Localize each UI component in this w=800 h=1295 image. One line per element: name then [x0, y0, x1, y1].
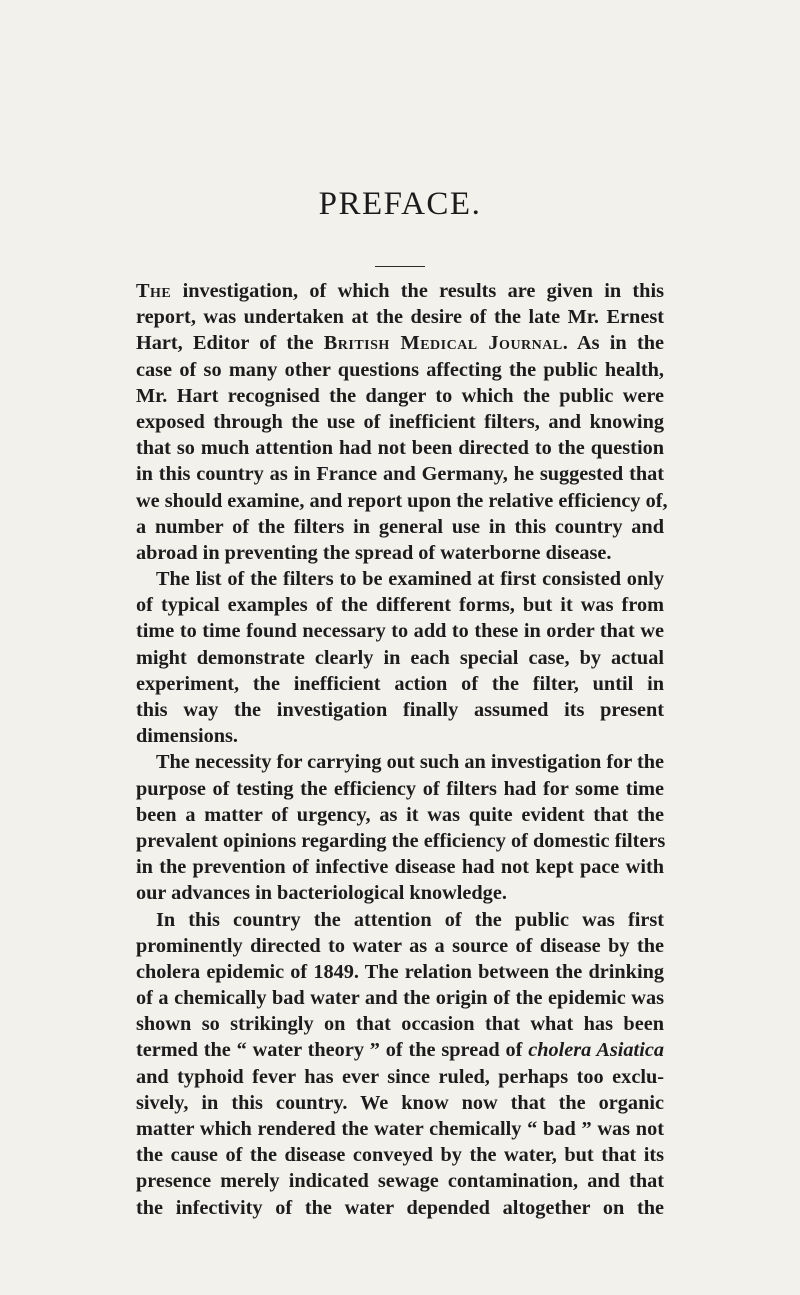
text-line: [136, 304, 664, 330]
line-text: in this country as in France and Germany, he suggested that: [136, 463, 664, 486]
line-text: matter which rendered the water chemically “ bad ” was not: [136, 1118, 664, 1140]
text-line: [136, 671, 664, 697]
small-caps-text: The: [136, 280, 172, 302]
line-text: that so much attention had not been directed to the question: [136, 437, 664, 460]
line-text: investigation, of which the results are given in this: [171, 280, 664, 302]
text-line: [136, 592, 664, 618]
line-text: in the prevention of infective disease had not kept pace with: [136, 856, 664, 879]
line-text: In this country the attention of the public was first: [156, 908, 664, 931]
text-line: [136, 645, 664, 671]
text-line: [136, 907, 664, 933]
line-text: abroad in preventing the spread of waterborne disease.: [136, 541, 612, 564]
italic-text: cholera Asiatica: [528, 1039, 664, 1062]
line-text: termed the “ water theory ” of the spread of: [136, 1039, 529, 1062]
small-caps-text: British Medical Journal: [323, 332, 563, 355]
text-line: [136, 1142, 664, 1168]
line-text: dimensions.: [136, 725, 239, 748]
text-line: [136, 566, 664, 592]
line-text: presence merely indicated sewage contamination, and that: [136, 1170, 664, 1193]
text-line: [136, 723, 664, 749]
text-line: [136, 1064, 664, 1090]
text-line: [136, 514, 664, 540]
text-line: [136, 618, 664, 644]
line-text: The necessity for carrying out such an investigation for the: [156, 751, 664, 774]
text-line: [136, 1195, 664, 1221]
text-line: [136, 776, 664, 802]
text-line: [136, 854, 664, 880]
text-line: [136, 461, 664, 487]
preface-body: [136, 278, 668, 1221]
line-text: sively, in this country. We know now that the organic: [136, 1091, 664, 1114]
title-divider: [375, 266, 425, 267]
text-line: [136, 828, 664, 854]
line-text: experiment, the inefficient action of the filter, until in: [136, 672, 664, 695]
line-text: purpose of testing the efficiency of filters had for some time: [136, 777, 664, 800]
text-line: [136, 880, 664, 906]
line-text: cholera epidemic of 1849. The relation between the drinking: [136, 960, 664, 983]
text-line: [136, 802, 664, 828]
line-text: prevalent opinions regarding the efficiency of domestic filters: [136, 829, 666, 852]
line-text: Mr. Hart recognised the danger to which the public were: [136, 384, 664, 407]
text-line: [136, 488, 668, 514]
text-line: [136, 540, 664, 566]
line-text: The list of the filters to be examined at first consisted only: [156, 568, 664, 591]
line-text: the cause of the disease conveyed by the water, but that its: [136, 1144, 664, 1167]
line-text: might demonstrate clearly in each special case, by actual: [136, 646, 664, 669]
text-line: [136, 697, 664, 723]
line-text: prominently directed to water as a source of disease by the: [136, 934, 664, 957]
text-line: [136, 1168, 664, 1194]
line-text: of a chemically bad water and the origin of the epidemic was: [136, 987, 664, 1010]
text-line: [136, 409, 664, 435]
text-line: [136, 330, 664, 356]
text-line: [136, 1090, 664, 1116]
text-line: [136, 985, 664, 1011]
line-text: report, was undertaken at the desire of the late Mr. Ernest: [136, 306, 664, 329]
text-line: [136, 383, 664, 409]
line-text: shown so strikingly on that occasion that what has been: [136, 1013, 664, 1036]
line-text: Hart, Editor of the: [136, 332, 324, 355]
line-text: . As in the: [562, 332, 664, 355]
text-line: [136, 278, 664, 304]
line-text: we should examine, and report upon the relative efficiency of,: [136, 489, 668, 512]
line-text: our advances in bacteriological knowledge.: [136, 882, 507, 905]
text-line: [136, 1116, 664, 1142]
line-text: case of so many other questions affecting the public health,: [136, 358, 664, 381]
line-text: time to time found necessary to add to these in order that we: [136, 620, 664, 643]
text-line: [136, 959, 664, 985]
text-line: [136, 1011, 664, 1037]
line-text: of typical examples of the different forms, but it was from: [136, 594, 664, 617]
line-text: been a matter of urgency, as it was quite evident that the: [136, 803, 664, 826]
line-text: and typhoid fever has ever since ruled, perhaps too exclu-: [136, 1065, 664, 1088]
line-text: the infectivity of the water depended altogether on the: [136, 1196, 664, 1219]
text-line: [136, 357, 664, 383]
text-line: [136, 1037, 664, 1063]
text-line: [136, 933, 664, 959]
line-text: a number of the filters in general use in this country and: [136, 515, 664, 538]
page-title: PREFACE.: [318, 186, 482, 222]
text-line: [136, 435, 664, 461]
line-text: exposed through the use of inefficient filters, and knowing: [136, 410, 664, 433]
text-line: [136, 749, 664, 775]
line-text: this way the investigation finally assumed its present: [136, 699, 664, 721]
